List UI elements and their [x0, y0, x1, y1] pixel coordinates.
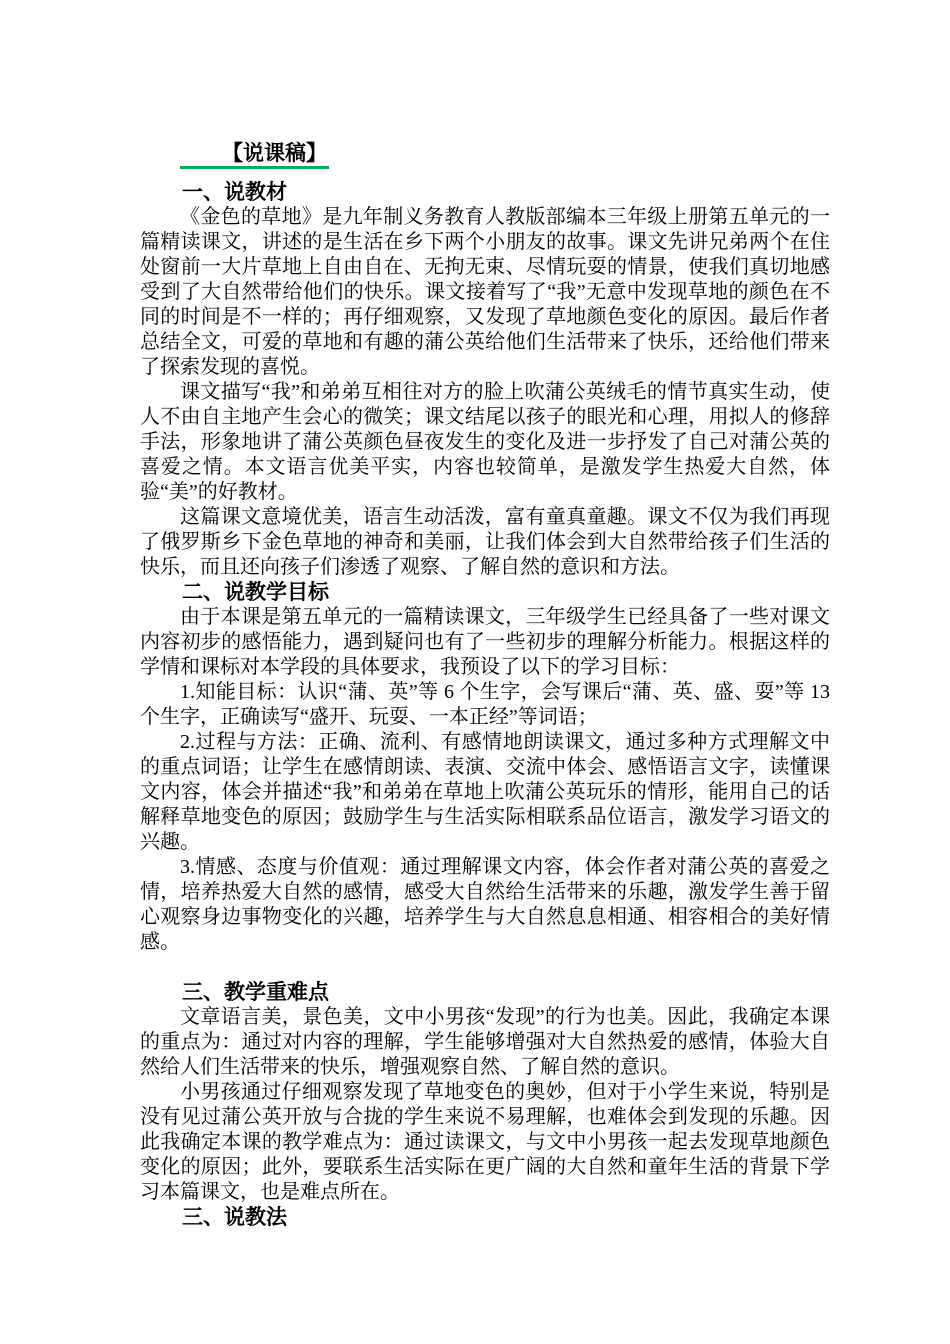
- paragraph-goal-process: 2.过程与方法：正确、流利、有感情地朗读课文，通过多种方式理解文中的重点词语；让学生在感情朗读、表演、交流中体会、感悟语言文字，读懂课文内容，体会并描述“我”和弟弟在草地上吹蒲公英玩乐的情形，能用自己的话解释草地变色的原因；鼓励学生与生活实际相联系品位语言，激发学习语文的兴趣。: [140, 731, 830, 853]
- blank-line: [140, 955, 830, 980]
- paragraph-text-description: 课文描写“我”和弟弟互相往对方的脸上吹蒲公英绒毛的情节真实生动，使人不由自主地产生会心的微笑；课文结尾以孩子的眼光和心理，用拟人的修辞手法，形象地讲了蒲公英颜色昼夜发生的变化及进一步抒发了自己对蒲公英的喜爱之情。本文语言优美平实，内容也较简单，是激发学生热爱大自然，体验“美”的好教材。: [140, 381, 830, 503]
- section-heading-teaching-method: 三、说教法: [182, 1205, 287, 1229]
- paragraph-goal-emotion: 3.情感、态度与价值观：通过理解课文内容，体会作者对蒲公英的喜爱之情，培养热爱大自然的感情，感受大自然给生活带来的乐趣，激发学生善于留心观察身边事物变化的兴趣，培养学生与大自然息息相通、相容相合的美好情感。: [140, 856, 830, 953]
- section-heading-shuojiaocai: 一、说教材: [182, 180, 287, 204]
- paragraph-text-mood: 这篇课文意境优美，语言生动活泼，富有童真童趣。课文不仅为我们再现了俄罗斯乡下金色草地的神奇和美丽，让我们体会到大自然带给孩子们生活的快乐，而且还向孩子们渗透了观察、了解自然的意识和方法。: [140, 506, 830, 578]
- doc-title: 【说课稿】: [180, 141, 329, 169]
- paragraph-goal-knowledge: 1.知能目标：认识“蒲、英”等 6 个生字，会写课后“蒲、英、盛、耍”等 13 个生字，正确读写“盛开、玩耍、一本正经”等词语；: [140, 681, 830, 728]
- section-heading-teaching-goals: 二、说教学目标: [182, 580, 329, 604]
- paragraph-difficulties: 小男孩通过仔细观察发现了草地变色的奥妙，但对于小学生来说，特别是没有见过蒲公英开放与合拢的学生来说不易理解，也难体会到发现的乐趣。因此我确定本课的教学难点为：通过读课文，与文中小男孩一起去发现草地颜色变化的原因；此外，要联系生活实际在更广阔的大自然和童年生活的背景下学习本篇课文，也是难点所在。: [140, 1081, 830, 1203]
- paragraph-key-points: 文章语言美，景色美，文中小男孩“发现”的行为也美。因此，我确定本课的重点为：通过对内容的理解，学生能够增强对大自然热爱的感情，体验大自然给人们生活带来的快乐，增强观察自然、了解自然的意识。: [140, 1006, 830, 1078]
- paragraph-goals-intro: 由于本课是第五单元的一篇精读课文，三年级学生已经具备了一些对课文内容初步的感悟能力，遇到疑问也有了一些初步的理解分析能力。根据这样的学情和课标对本学段的具体要求，我预设了以下的学习目标：: [140, 606, 830, 678]
- doc-title-row: [140, 141, 830, 169]
- section-heading-key-difficulties: 三、教学重难点: [182, 980, 329, 1004]
- paragraph-textbook-overview: 《金色的草地》是九年制义务教育人教版部编本三年级上册第五单元的一篇精读课文，讲述的是生活在乡下两个小朋友的故事。课文先讲兄弟两个在住处窗前一大片草地上自由自在、无拘无束、尽情玩耍的情景，使我们真切地感受到了大自然带给他们的快乐。课文接着写了“我”无意中发现草地的颜色在不同的时间是不一样的；再仔细观察，又发现了草地颜色变化的原因。最后作者总结全文，可爱的草地和有趣的蒲公英给他们生活带来了快乐，还给他们带来了探索发现的喜悦。: [140, 206, 830, 378]
